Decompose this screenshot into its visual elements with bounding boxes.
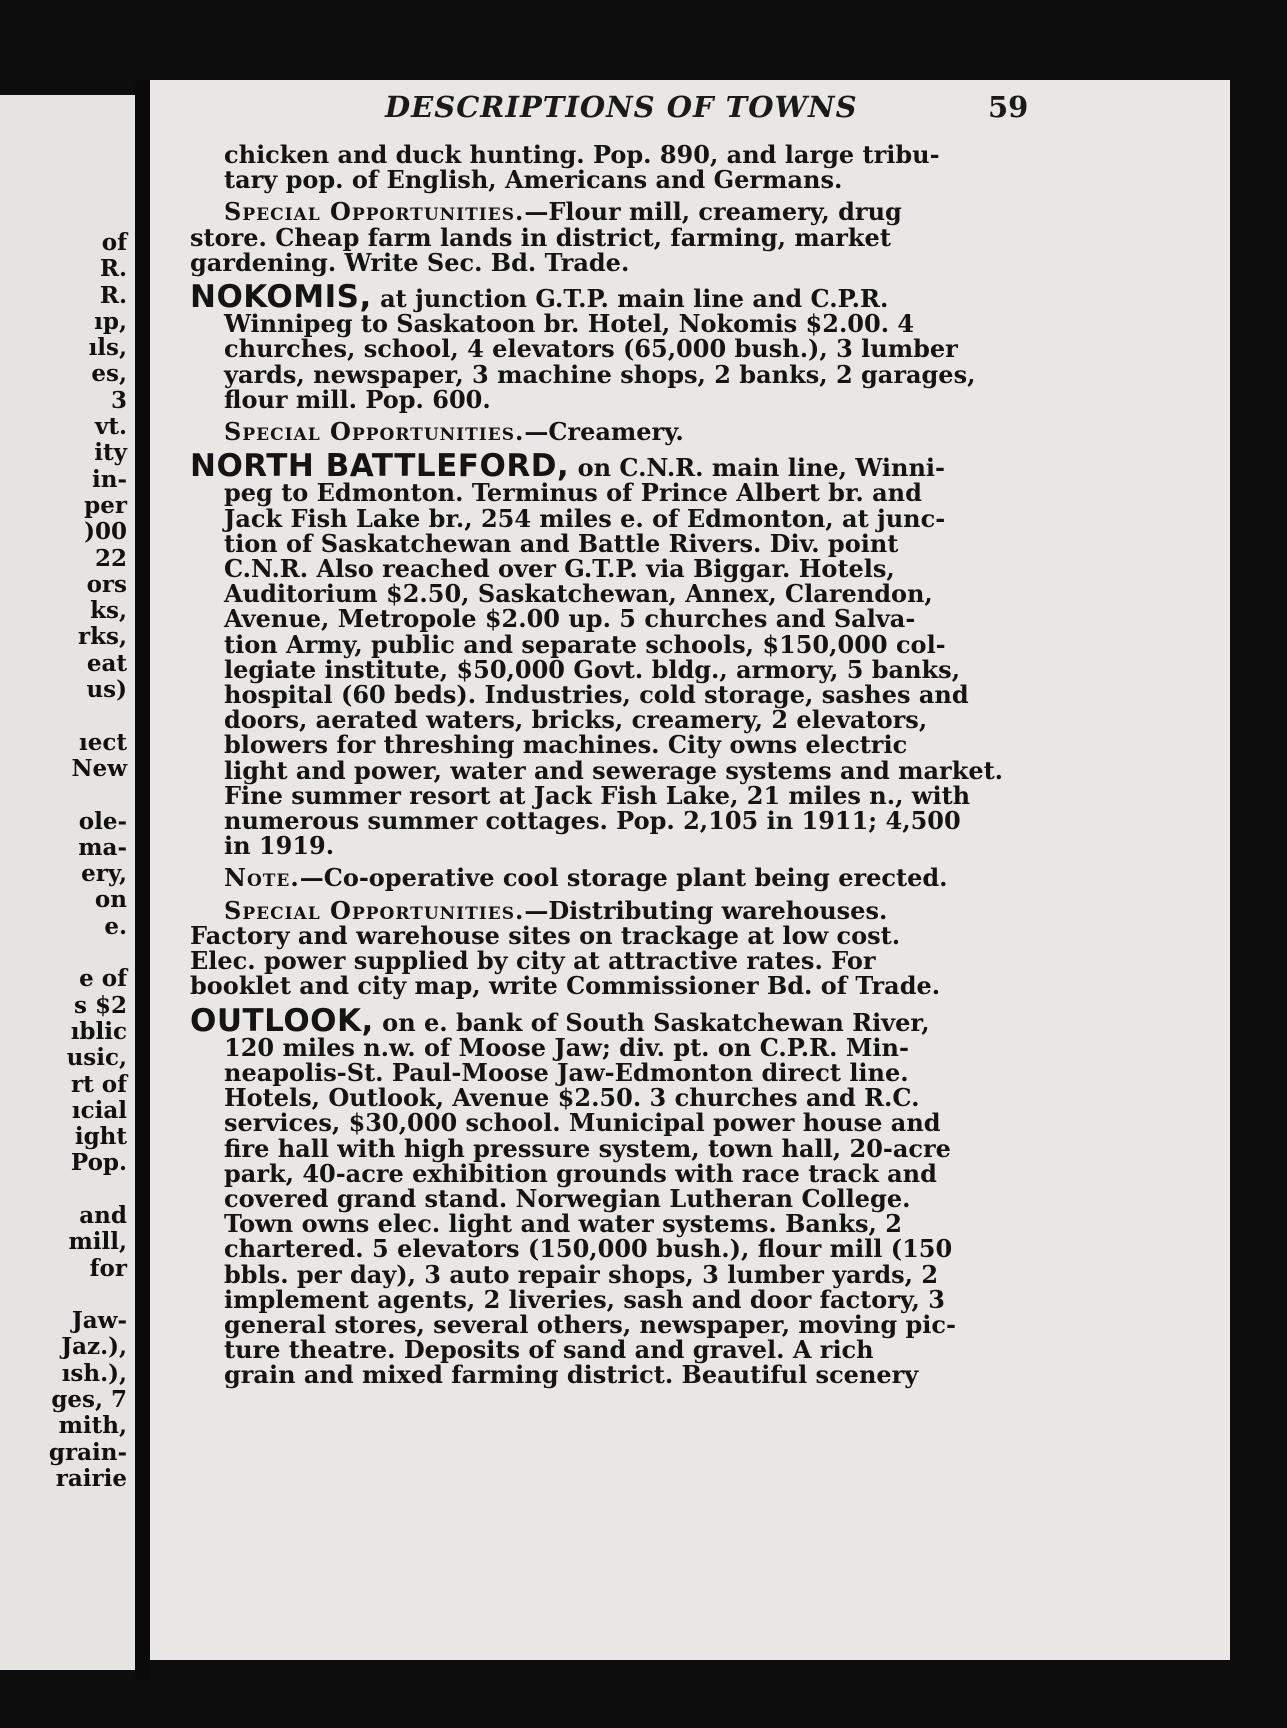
left-fragment-line: mill, [68,1228,127,1256]
entry-line: Jack Fish Lake br., 254 miles e. of Edmonton, at junc- [224,503,946,533]
sub-paragraph [190,863,1040,893]
sub-label: Note. [224,863,300,893]
sub-line: Elec. power supplied by city at attractive rates. For [190,946,876,976]
left-fragment-line: ight [74,1123,127,1151]
entry-line: in 1919. [224,831,335,861]
book-gutter [135,80,150,1680]
left-fragment-line: ity [94,439,127,467]
left-fragment-line: on [94,886,127,914]
entry-line: flour mill. Pop. 600. [224,384,491,414]
left-fragment-line: R. [99,255,127,283]
entry-line: tion Army, public and separate schools, $150,000 col- [224,629,946,659]
entry-line: chartered. 5 elevators (150,000 bush.), flour mill (150 [224,1234,953,1264]
sub-first-line [190,417,1040,447]
entry-line: chicken and duck hunting. Pop. 890, and large tribu- [224,140,940,169]
left-fragment-line: 22 [94,544,127,572]
entry-line: doors, aerated waters, bricks, creamery, 2 elevators, [224,705,928,735]
town-name: OUTLOOK, [190,1002,374,1039]
sub-first-line [190,863,1040,893]
left-fragment-line [49,940,127,966]
left-fragment-line: e. [104,912,127,940]
left-fragment-line: eat [86,649,127,677]
sub-line-text: —Flour mill, creamery, drug [524,197,902,227]
left-fragment-line [49,703,127,729]
entry-line: services, $30,000 school. Municipal power house and [224,1108,941,1138]
entry-line: fire hall with high pressure system, town hall, 20-acre [224,1133,951,1163]
entry-line: bbls. per day), 3 auto repair shops, 3 lumber yards, 2 [224,1259,939,1289]
entry-line: grain and mixed farming district. Beautiful scenery [224,1360,919,1390]
left-fragment-line: ıcial [71,1096,127,1124]
entry-line: tion of Saskatchewan and Battle Rivers. Div. point [224,528,899,558]
scan-border-right [1230,80,1287,1680]
entry-line: yards, newspaper, 3 machine shops, 2 banks, 2 garages, [224,359,976,389]
entry-line: Fine summer resort at Jack Fish Lake, 21 miles n., with [224,780,971,810]
left-fragment-line: Jaz.), [61,1333,127,1361]
town-name: NORTH BATTLEFORD, [190,448,570,485]
left-fragment-line [49,1177,127,1203]
body-text [190,142,1040,1388]
left-fragment-line [49,1282,127,1308]
entry-line: Town owns elec. light and water systems. Banks, 2 [224,1209,902,1239]
left-fragment-line: rks, [77,623,127,651]
entry-line: Hotels, Outlook, Avenue $2.50. 3 churches and R.C. [224,1083,920,1113]
left-fragment-line: vt. [95,413,127,441]
entry-paragraph [190,448,1040,861]
left-fragment-line: ıblic [70,1017,127,1045]
left-fragment-line: ks, [90,597,127,625]
sub-paragraph [190,417,1040,447]
left-page-text [49,230,127,1492]
left-fragment-line: rt of [71,1070,127,1098]
sub-first-line [190,895,1040,925]
left-fragment-line: per [84,491,127,519]
town-name: NOKOMIS, [190,279,372,316]
left-fragment-line [49,782,127,808]
left-fragment-line: ole- [78,807,127,835]
left-fragment-line: mith, [58,1412,127,1440]
page-header [233,90,1033,130]
left-fragment-line: )00 [84,518,127,546]
entry-line: implement agents, 2 liveries, sash and door factory, 3 [224,1284,945,1314]
sub-line: booklet and city map, write Commissioner Bd. of Trade. [190,971,941,1001]
entry-first-line [190,279,1040,316]
left-fragment-line: for [89,1254,127,1282]
sub-paragraph [190,895,1040,1001]
left-fragment-line: ges, 7 [51,1386,127,1414]
sub-label: Special Opportunities. [224,417,525,447]
entry-line: Winnipeg to Saskatoon br. Hotel, Nokomis $2.00. 4 [224,309,915,339]
entry-line: tary pop. of English, Americans and Germans. [224,165,843,195]
left-fragment-line: of [101,229,127,256]
left-fragment-line: es, [91,360,127,388]
left-fragment-line: ısh.), [61,1359,127,1387]
town-entry [190,1002,1040,1390]
entry-line: hospital (60 beds). Industries, cold storage, sashes and [224,680,969,710]
sub-first-line [190,197,1040,227]
sub-line-text: —Creamery. [524,417,684,447]
entry-line-text: on e. bank of South Saskatchewan River, [373,1007,930,1037]
entry-paragraph [190,279,1040,414]
left-fragment-line: s $2 [74,991,127,1019]
town-entry [190,448,1040,1001]
left-fragment-line: us) [86,676,127,704]
left-fragment-line: ery, [81,860,127,888]
entry-first-line [190,448,1040,485]
running-title: DESCRIPTIONS OF TOWNS [385,90,858,124]
left-fragment-line: ma- [78,833,127,861]
entry-line: numerous summer cottages. Pop. 2,105 in 1911; 4,500 [224,806,961,836]
entry-first-line [190,1002,1040,1039]
left-fragment-line: rairie [55,1464,127,1492]
entry-line: C.N.R. Also reached over G.T.P. via Biggar. Hotels, [224,554,895,584]
entry-line: general stores, several others, newspaper, moving pic- [224,1309,956,1339]
left-fragment-line: Jaw- [71,1307,127,1335]
left-fragment-line: ıp, [94,307,127,335]
entry-line: covered grand stand. Norwegian Lutheran College. [224,1183,911,1213]
sub-paragraph [190,199,1040,275]
left-fragment-line: grain- [48,1438,127,1466]
entry-line: legiate institute, $50,000 Govt. bldg., armory, 5 banks, [224,654,961,684]
left-fragment-line: ors [86,570,127,598]
left-fragment-line: in- [91,465,127,493]
entry-line: Auditorium $2.50, Saskatchewan, Annex, Clarendon, [224,579,933,609]
entry-line: park, 40-acre exhibition grounds with race track and [224,1158,937,1188]
sub-line-text: —Distributing warehouses. [524,895,888,925]
page-number: 59 [988,90,1029,124]
sub-line: gardening. Write Sec. Bd. Trade. [190,247,630,277]
entry-line: light and power, water and sewerage systems and market. [224,755,1004,785]
entry-line: ture theatre. Deposits of sand and gravel. A rich [224,1335,874,1365]
entry-line: blowers for threshing machines. City owns electric [224,730,908,760]
entry-line: neapolis-St. Paul-Moose Jaw-Edmonton direct line. [224,1057,909,1087]
entry-line: Avenue, Metropole $2.00 up. 5 churches and Salva- [224,604,916,634]
left-fragment-line: ıect [79,728,127,756]
left-page-fragment [0,95,135,1670]
sub-line-text: —Co-operative cool storage plant being erected. [299,863,948,893]
entry-paragraph [190,140,1040,195]
town-entry [190,279,1040,447]
town-entry [190,142,1040,275]
left-fragment-line: e of [79,965,127,993]
left-fragment-line: ıls, [88,334,127,362]
sub-line: store. Cheap farm lands in district, farming, market [190,222,891,252]
left-fragment-line: New [71,754,127,782]
sub-line: Factory and warehouse sites on trackage at low cost. [190,920,901,950]
sub-label: Special Opportunities. [224,197,525,227]
left-fragment-line: R. [99,281,127,309]
sub-label: Special Opportunities. [224,895,525,925]
left-fragment-line: usic, [66,1044,127,1072]
left-fragment-line: Pop. [70,1149,127,1177]
entry-line: churches, school, 4 elevators (65,000 bush.), 3 lumber [224,334,958,364]
entry-line: peg to Edmonton. Terminus of Prince Albert br. and [224,478,922,508]
entry-line: 120 miles n.w. of Moose Jaw; div. pt. on C.P.R. Min- [224,1032,909,1062]
entry-line-text: on C.N.R. main line, Winni- [569,453,945,483]
left-fragment-line: and [79,1201,127,1229]
left-fragment-line: 3 [110,386,127,414]
entry-line-text: at junction G.T.P. main line and C.P.R. [371,284,889,314]
entry-paragraph [190,1002,1040,1390]
